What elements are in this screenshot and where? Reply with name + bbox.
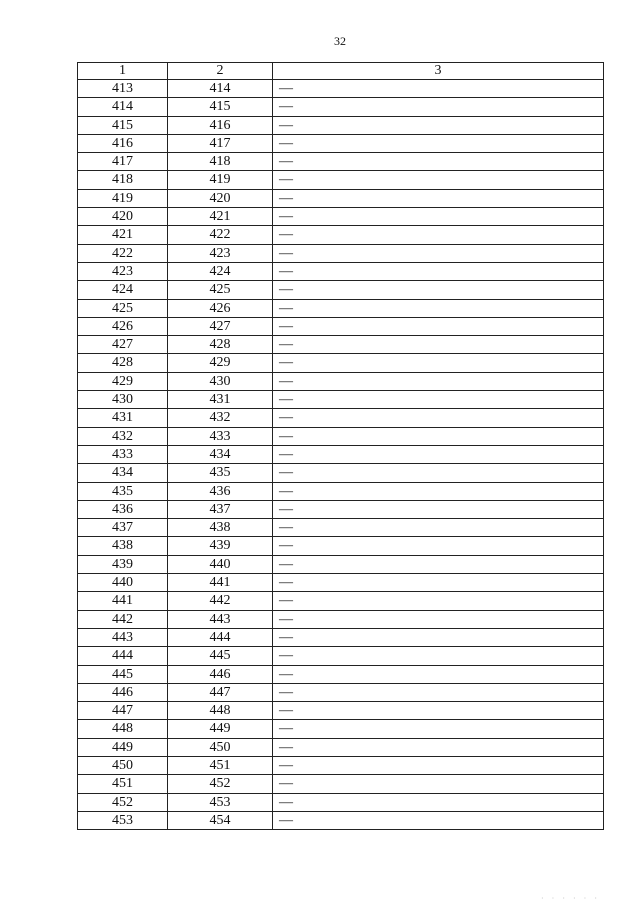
table-cell-col2: 438	[168, 519, 273, 537]
table-cell-col2: 421	[168, 208, 273, 226]
table-cell-col3: —	[273, 793, 604, 811]
table-cell-col1: 434	[78, 464, 168, 482]
table-cell-col1: 435	[78, 482, 168, 500]
table-cell-col1: 425	[78, 299, 168, 317]
table-cell-col1: 442	[78, 610, 168, 628]
table-cell-col3: —	[273, 98, 604, 116]
table-row	[78, 665, 604, 683]
table-row	[78, 427, 604, 445]
table-cell-col2: 432	[168, 409, 273, 427]
table-cell-col2: 427	[168, 317, 273, 335]
table-cell-col1: 413	[78, 80, 168, 98]
table-row	[78, 98, 604, 116]
table-row	[78, 409, 604, 427]
table-cell-col3: —	[273, 628, 604, 646]
table-cell-col1: 436	[78, 500, 168, 518]
table-cell-col3: —	[273, 171, 604, 189]
table-cell-col3: —	[273, 537, 604, 555]
table-cell-col1: 418	[78, 171, 168, 189]
table-cell-col2: 414	[168, 80, 273, 98]
column-header-1: 1	[78, 63, 168, 80]
table-cell-col3: —	[273, 555, 604, 573]
table-cell-col3: —	[273, 427, 604, 445]
column-header-3: 3	[273, 63, 604, 80]
table-cell-col2: 415	[168, 98, 273, 116]
table-cell-col2: 430	[168, 372, 273, 390]
table-cell-col3: —	[273, 756, 604, 774]
table-cell-col3: —	[273, 445, 604, 463]
table-cell-col1: 443	[78, 628, 168, 646]
table-cell-col2: 429	[168, 354, 273, 372]
table-row	[78, 519, 604, 537]
table-cell-col1: 416	[78, 134, 168, 152]
table-row	[78, 336, 604, 354]
table-cell-col3: —	[273, 226, 604, 244]
table-cell-col2: 441	[168, 574, 273, 592]
table-cell-col2: 442	[168, 592, 273, 610]
table-cell-col1: 447	[78, 702, 168, 720]
table-cell-col2: 419	[168, 171, 273, 189]
table-cell-col1: 420	[78, 208, 168, 226]
table-cell-col1: 417	[78, 153, 168, 171]
table-row	[78, 262, 604, 280]
table-cell-col2: 453	[168, 793, 273, 811]
table-cell-col3: —	[273, 592, 604, 610]
table-cell-col3: —	[273, 519, 604, 537]
table-cell-col2: 452	[168, 775, 273, 793]
table-row	[78, 610, 604, 628]
table-cell-col3: —	[273, 281, 604, 299]
table-cell-col2: 444	[168, 628, 273, 646]
table-row	[78, 500, 604, 518]
data-table	[77, 62, 604, 830]
table-cell-col1: 437	[78, 519, 168, 537]
table-row	[78, 445, 604, 463]
table-cell-col3: —	[273, 134, 604, 152]
table-cell-col2: 431	[168, 391, 273, 409]
table-cell-col2: 418	[168, 153, 273, 171]
table-cell-col2: 451	[168, 756, 273, 774]
table-cell-col2: 454	[168, 811, 273, 829]
table-cell-col3: —	[273, 317, 604, 335]
table-row	[78, 482, 604, 500]
table-row	[78, 756, 604, 774]
table-row	[78, 464, 604, 482]
table-cell-col3: —	[273, 574, 604, 592]
table-cell-col1: 445	[78, 665, 168, 683]
table-cell-col2: 423	[168, 244, 273, 262]
table-row	[78, 391, 604, 409]
table-cell-col1: 430	[78, 391, 168, 409]
table-row	[78, 116, 604, 134]
table-cell-col2: 443	[168, 610, 273, 628]
table-cell-col3: —	[273, 299, 604, 317]
table-cell-col2: 425	[168, 281, 273, 299]
table-cell-col1: 449	[78, 738, 168, 756]
table-cell-col3: —	[273, 336, 604, 354]
table-cell-col3: —	[273, 244, 604, 262]
table-cell-col2: 422	[168, 226, 273, 244]
table-cell-col1: 432	[78, 427, 168, 445]
page-number: 32	[334, 34, 346, 48]
table-cell-col1: 439	[78, 555, 168, 573]
table-cell-col1: 414	[78, 98, 168, 116]
table-cell-col2: 446	[168, 665, 273, 683]
table-cell-col1: 419	[78, 189, 168, 207]
table-row	[78, 317, 604, 335]
table-cell-col3: —	[273, 683, 604, 701]
table-row	[78, 153, 604, 171]
table-row	[78, 208, 604, 226]
table-cell-col3: —	[273, 464, 604, 482]
table-cell-col2: 436	[168, 482, 273, 500]
table-cell-col3: —	[273, 189, 604, 207]
table-row	[78, 537, 604, 555]
table-row	[78, 299, 604, 317]
scan-artifact: · · · · · ·	[541, 894, 600, 903]
column-header-2: 2	[168, 63, 273, 80]
table-row	[78, 793, 604, 811]
table-cell-col1: 440	[78, 574, 168, 592]
table-cell-col1: 422	[78, 244, 168, 262]
table-cell-col1: 441	[78, 592, 168, 610]
table-row	[78, 226, 604, 244]
table-row	[78, 281, 604, 299]
table-row	[78, 372, 604, 390]
table-cell-col2: 449	[168, 720, 273, 738]
table-cell-col3: —	[273, 482, 604, 500]
table-cell-col1: 452	[78, 793, 168, 811]
table-cell-col2: 435	[168, 464, 273, 482]
table-row	[78, 628, 604, 646]
table-row	[78, 80, 604, 98]
table-cell-col2: 433	[168, 427, 273, 445]
table-cell-col3: —	[273, 720, 604, 738]
table-cell-col1: 438	[78, 537, 168, 555]
table-cell-col3: —	[273, 354, 604, 372]
table-cell-col3: —	[273, 262, 604, 280]
table-cell-col2: 420	[168, 189, 273, 207]
table-cell-col1: 446	[78, 683, 168, 701]
table-cell-col3: —	[273, 702, 604, 720]
table-cell-col2: 417	[168, 134, 273, 152]
table-cell-col2: 450	[168, 738, 273, 756]
table-cell-col2: 440	[168, 555, 273, 573]
table-row	[78, 189, 604, 207]
table-cell-col1: 444	[78, 647, 168, 665]
table-row	[78, 171, 604, 189]
table-cell-col1: 451	[78, 775, 168, 793]
table-row	[78, 244, 604, 262]
table-row	[78, 738, 604, 756]
table-row	[78, 720, 604, 738]
table-cell-col1: 421	[78, 226, 168, 244]
table-cell-col1: 450	[78, 756, 168, 774]
table-body	[78, 80, 604, 830]
table-cell-col1: 424	[78, 281, 168, 299]
table-cell-col1: 428	[78, 354, 168, 372]
table-cell-col3: —	[273, 391, 604, 409]
table-row	[78, 354, 604, 372]
table-cell-col1: 429	[78, 372, 168, 390]
table-row	[78, 775, 604, 793]
table-row	[78, 555, 604, 573]
table-cell-col2: 426	[168, 299, 273, 317]
table-row	[78, 647, 604, 665]
table-row	[78, 134, 604, 152]
table-cell-col3: —	[273, 116, 604, 134]
table-cell-col2: 447	[168, 683, 273, 701]
table-row	[78, 574, 604, 592]
table-cell-col2: 416	[168, 116, 273, 134]
table-row	[78, 811, 604, 829]
table-cell-col3: —	[273, 665, 604, 683]
table-cell-col3: —	[273, 409, 604, 427]
table-cell-col2: 445	[168, 647, 273, 665]
table-row	[78, 683, 604, 701]
table-cell-col2: 428	[168, 336, 273, 354]
table-cell-col2: 424	[168, 262, 273, 280]
table-cell-col3: —	[273, 80, 604, 98]
table-cell-col2: 437	[168, 500, 273, 518]
table-cell-col3: —	[273, 811, 604, 829]
table-row	[78, 702, 604, 720]
table-cell-col3: —	[273, 208, 604, 226]
table-cell-col1: 423	[78, 262, 168, 280]
table-cell-col3: —	[273, 610, 604, 628]
table-cell-col3: —	[273, 775, 604, 793]
table-cell-col1: 431	[78, 409, 168, 427]
table-cell-col1: 453	[78, 811, 168, 829]
table-cell-col1: 433	[78, 445, 168, 463]
table-cell-col1: 427	[78, 336, 168, 354]
table-cell-col2: 448	[168, 702, 273, 720]
table-cell-col3: —	[273, 738, 604, 756]
table-row	[78, 592, 604, 610]
table-cell-col2: 439	[168, 537, 273, 555]
table-cell-col3: —	[273, 647, 604, 665]
table-cell-col3: —	[273, 500, 604, 518]
table-cell-col2: 434	[168, 445, 273, 463]
table-cell-col3: —	[273, 372, 604, 390]
table-cell-col1: 426	[78, 317, 168, 335]
table-cell-col3: —	[273, 153, 604, 171]
table-header-row	[78, 63, 604, 80]
table-cell-col1: 415	[78, 116, 168, 134]
table-cell-col1: 448	[78, 720, 168, 738]
